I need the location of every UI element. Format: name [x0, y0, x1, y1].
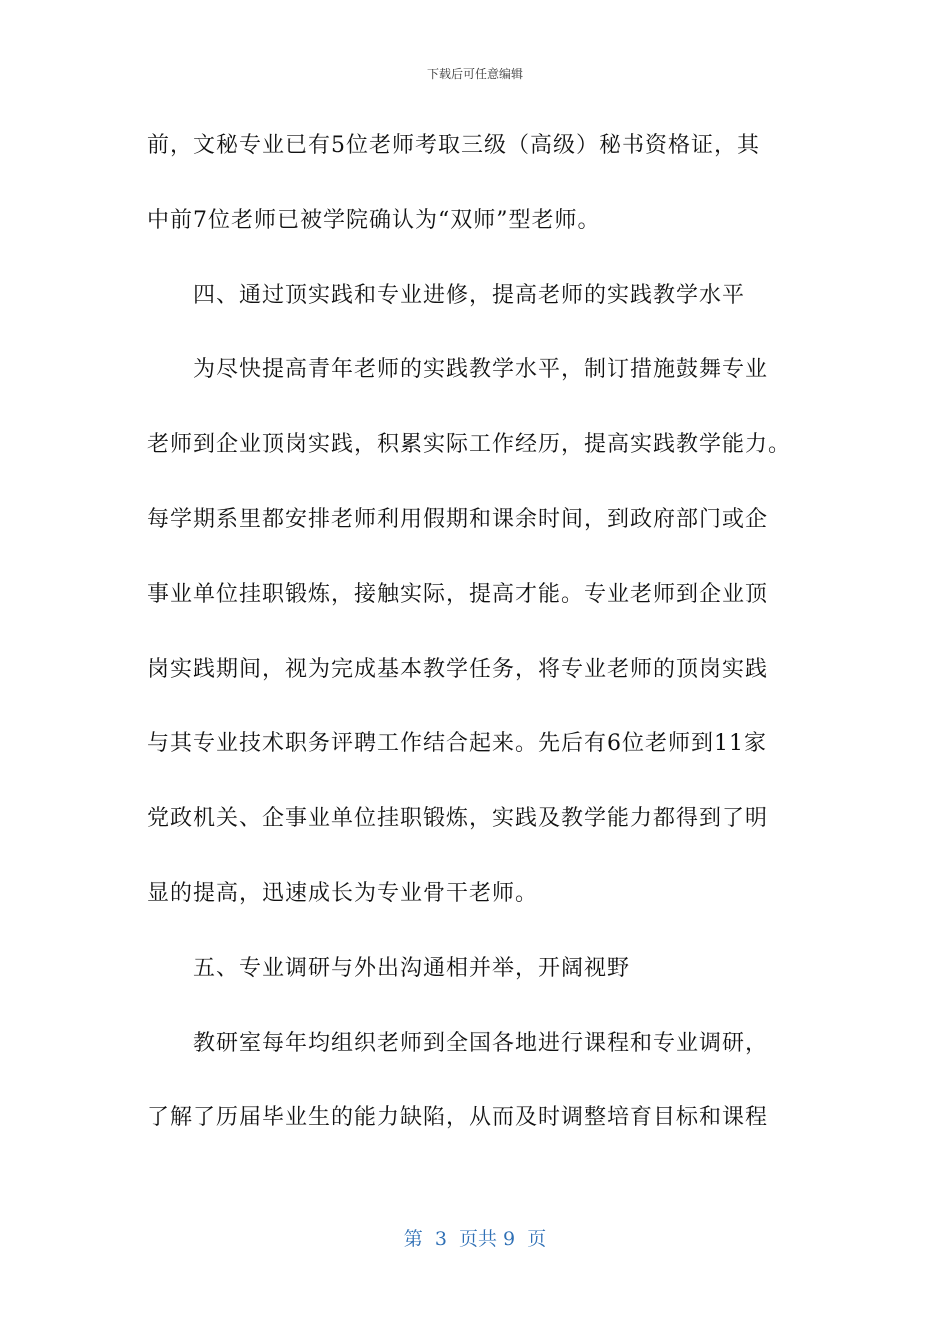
- text-line: 每学期系里都安排老师利用假期和课余时间，到政府部门或企: [147, 506, 769, 532]
- page-number-footer: 第 3 页共 9 页: [403, 1228, 547, 1250]
- text-line: 显的提高，迅速成长为专业骨干老师。: [147, 880, 539, 906]
- text-line: 与其专业技术职务评聘工作结合起来。先后有6位老师到11家: [147, 731, 767, 757]
- text-line: 老师到企业顶岗实践，积累实际工作经历，提高实践教学能力。: [147, 432, 792, 458]
- section-heading: 五、专业调研与外出沟通相并举，开阔视野: [193, 955, 631, 981]
- text-line: 事业单位挂职锻炼，接触实际，提高才能。专业老师到企业顶: [147, 581, 769, 607]
- paragraph-start-line: 教研室每年均组织老师到全国各地进行课程和专业调研，: [193, 1030, 769, 1056]
- text-line: 中前7位老师已被学院确认为“双师”型老师。: [147, 207, 601, 233]
- section-heading: 四、通过顶实践和专业进修，提高老师的实践教学水平: [193, 282, 746, 308]
- document-body: [147, 109, 817, 1156]
- text-line: 岗实践期间，视为完成基本教学任务，将专业老师的顶岗实践: [147, 656, 769, 682]
- paragraph-start-line: 为尽快提高青年老师的实践教学水平，制订措施鼓舞专业: [193, 357, 769, 383]
- text-line: 了解了历届毕业生的能力缺陷，从而及时调整培育目标和课程: [147, 1105, 769, 1131]
- text-line: 党政机关、企事业单位挂职锻炼，实践及教学能力都得到了明: [147, 806, 769, 832]
- text-line: 前，文秘专业已有5位老师考取三级（高级）秘书资格证，其: [147, 133, 760, 158]
- page-header: 下载后可任意编辑: [426, 67, 523, 81]
